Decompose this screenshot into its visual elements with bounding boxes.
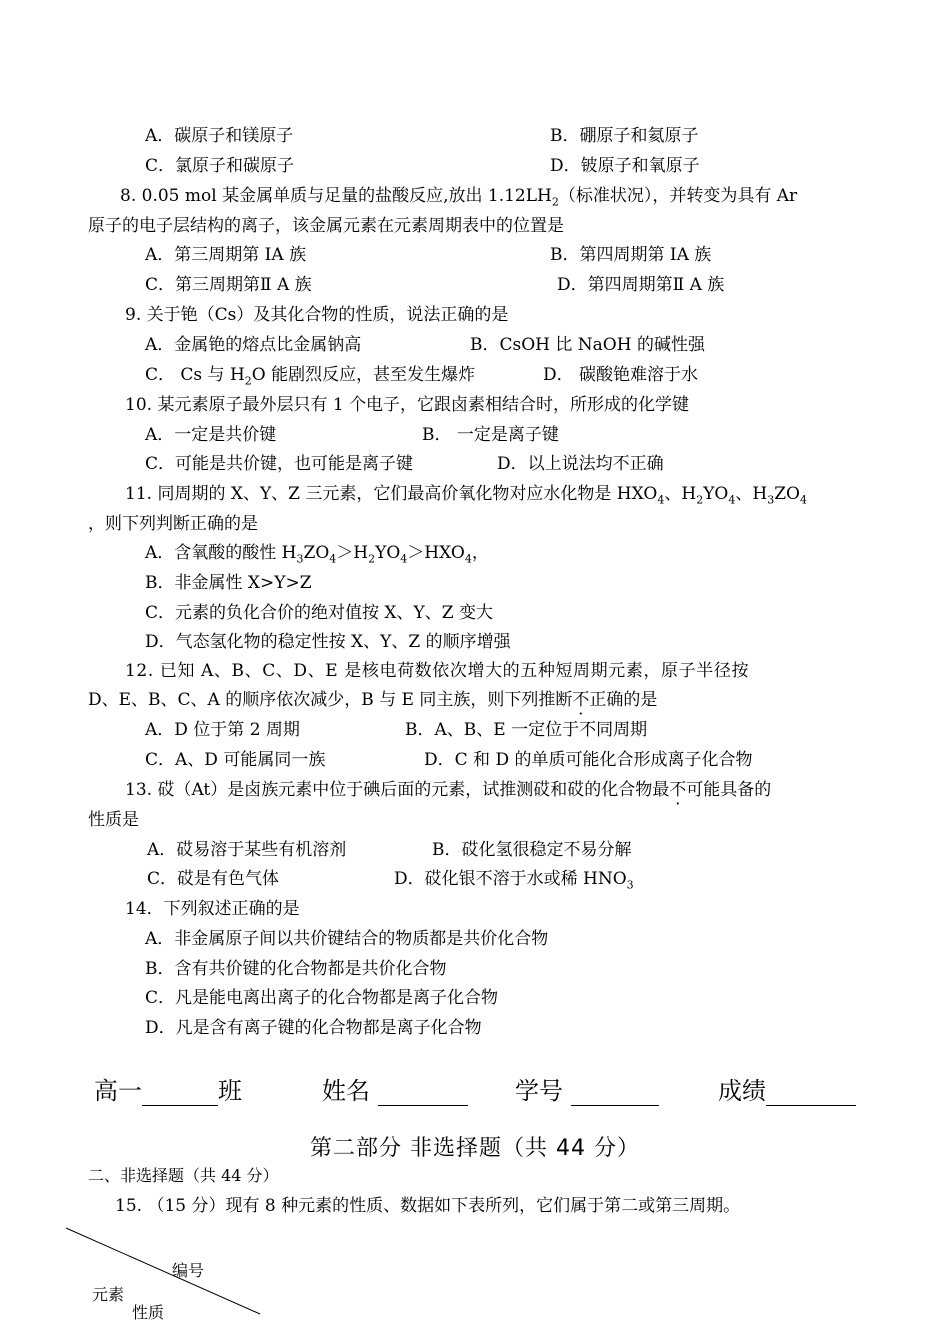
q11-stem-line2: ，则下列判断正确的是 <box>88 514 258 534</box>
name-field: 姓名 <box>322 1071 468 1106</box>
q11-stem-line1: 11. 同周期的 X、Y、Z 三元素，它们最高价氧化物对应水化物是 $HXO_4$、$H_2YO_4$、$H_3ZO_4$ <box>125 484 807 507</box>
emphasis-not: 不 <box>572 690 590 710</box>
part2-section-heading: 二、非选择题（共 44 分） <box>88 1166 279 1185</box>
q10-option-c: C．可能是共价键，也可能是离子键 <box>145 454 414 474</box>
table-header-property-label: 性质 <box>132 1303 165 1322</box>
q11-option-a: A．含氧酸的酸性 $H_3ZO_4>H_2YO_4>HXO_4$， <box>145 543 489 566</box>
q12-stem-line1: 12. 已知 A、B、C、D、E 是核电荷数依次增大的五种短周期元素，原子半径按 <box>125 661 750 681</box>
q14-option-c: C．凡是能电离出离子的化合物都是离子化合物 <box>145 988 499 1008</box>
emphasis-not: 不 <box>669 780 687 800</box>
q13-option-c: C．砹是有色气体 <box>147 869 280 889</box>
q8-stem-line1: 8. 0.05 mol 某金属单质与足量的盐酸反应,放出 $1.12LH_2$（标准状况），并转变为具有 Ar <box>120 186 798 209</box>
q7-option-c: C．氯原子和碳原子 <box>145 156 295 176</box>
q7-option-a: A．碳原子和镁原子 <box>145 126 294 146</box>
score-field: 成绩 <box>718 1071 856 1106</box>
q15-stem: 15. （15 分）现有 8 种元素的性质、数据如下表所列，它们属于第二或第三周期。 <box>115 1196 741 1216</box>
q9-option-a: A．金属铯的熔点比金属钠高 <box>145 335 362 355</box>
table-header-column-label: 编号 <box>172 1261 205 1280</box>
q9-option-d: D． 碳酸铯难溶于水 <box>543 365 699 385</box>
q7-option-b: B．硼原子和氦原子 <box>550 126 699 146</box>
q12-option-a: A．D 位于第 2 周期 <box>145 720 300 740</box>
q9-option-b: B．CsOH 比 NaOH 的碱性强 <box>470 335 705 355</box>
q10-option-b: B． 一定是离子键 <box>422 425 559 445</box>
score-blank[interactable] <box>766 1081 856 1106</box>
q8-option-a: A．第三周期第 IA 族 <box>145 245 307 265</box>
q11-option-b: B．非金属性 X>Y>Z <box>145 573 312 593</box>
class-field: 高一 班 <box>94 1077 242 1105</box>
q14-stem: 14．下列叙述正确的是 <box>125 899 300 919</box>
q11-option-d: D．气态氢化物的稳定性按 X、Y、Z 的顺序增强 <box>145 632 511 652</box>
q13-stem-line2: 性质是 <box>88 810 139 830</box>
q10-option-a: A．一定是共价键 <box>145 425 277 445</box>
q9-stem: 9. 关于铯（Cs）及其化合物的性质，说法正确的是 <box>125 305 509 325</box>
q14-option-a: A．非金属原子间以共价键结合的物质都是共价化合物 <box>145 929 549 949</box>
q14-option-b: B．含有共价键的化合物都是共价化合物 <box>145 959 447 979</box>
q8-option-b: B．第四周期第 IA 族 <box>550 245 712 265</box>
q8-stem-line2: 原子的电子层结构的离子，该金属元素在元素周期表中的位置是 <box>88 216 564 236</box>
q14-option-d: D．凡是含有离子键的化合物都是离子化合物 <box>145 1018 482 1038</box>
table-header-row-label: 元素 <box>92 1285 125 1304</box>
q8-option-d: D．第四周期第Ⅱ A 族 <box>557 275 725 295</box>
q7-option-d: D．铍原子和氧原子 <box>550 156 700 176</box>
q13-option-d: D．砹化银不溶于水或稀 $HNO_3$ <box>394 869 634 892</box>
q13-option-b: B．砹化氢很稳定不易分解 <box>432 840 632 860</box>
student-id-blank[interactable] <box>571 1081 659 1106</box>
class-blank[interactable] <box>142 1081 218 1106</box>
q12-option-c: C．A、D 可能属同一族 <box>145 750 326 770</box>
q8-option-c: C．第三周期第Ⅱ A 族 <box>145 275 312 295</box>
q12-option-d: D．C 和 D 的单质可能化合形成离子化合物 <box>424 750 753 770</box>
part2-title: 第二部分 非选择题（共 44 分） <box>310 1136 640 1161</box>
q11-option-c: C．元素的负化合价的绝对值按 X、Y、Z 变大 <box>145 603 493 623</box>
q9-option-c: C． Cs 与 $H_2O$ 能剧烈反应，甚至发生爆炸 <box>145 365 476 388</box>
student-id-field: 学号 <box>515 1071 659 1106</box>
q10-stem: 10. 某元素原子最外层只有 1 个电子，它跟卤素相结合时，所形成的化学键 <box>125 395 690 415</box>
table-diagonal-header-lines <box>60 1222 270 1322</box>
q13-stem-line1: 13. 砹（At）是卤族元素中位于碘后面的元素，试推测砹和砹的化合物最不可能具备的 <box>125 780 772 800</box>
q13-option-a: A．砹易溶于某些有机溶剂 <box>147 840 347 860</box>
q12-option-b: B．A、B、E 一定位于不同周期 <box>405 720 648 740</box>
name-blank[interactable] <box>378 1081 468 1106</box>
q10-option-d: D．以上说法均不正确 <box>497 454 664 474</box>
q12-stem-line2: D、E、B、C、A 的顺序依次减少，B 与 E 同主族，则下列推断不正确的是 <box>88 690 658 710</box>
